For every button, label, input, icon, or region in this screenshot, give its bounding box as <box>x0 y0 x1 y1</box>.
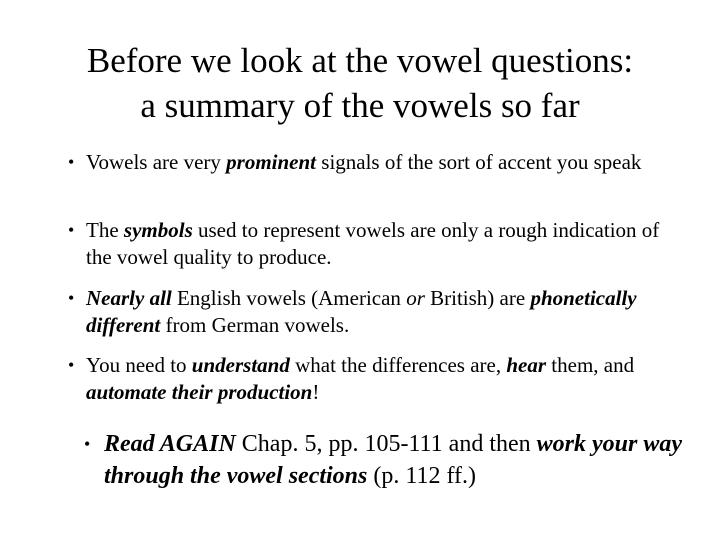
bullet-text <box>86 218 659 269</box>
bullet-item <box>68 149 676 176</box>
bullet-text-segment: used to represent vowels are only a rough indication of the vowel quality to produce. <box>86 218 660 269</box>
bullet-text-segment: signals of the sort of accent you speak <box>316 150 642 174</box>
bullet-text <box>86 150 641 174</box>
bullet-text-segment: understand <box>191 353 290 377</box>
bullet-item <box>68 285 676 339</box>
bullet-dot-icon: • <box>84 434 91 454</box>
bullet-item <box>84 428 684 492</box>
bullet-text-segment: them, and <box>546 353 635 377</box>
bullet-text-segment: or <box>406 286 425 310</box>
bullet-text-segment: British) are <box>424 286 531 310</box>
bullet-text-segment: prominent <box>226 150 317 174</box>
bullet-dot-icon: • <box>68 152 75 172</box>
bullet-text <box>104 431 682 489</box>
bullet-text-segment: automate their production <box>86 380 313 404</box>
bullet-item <box>68 352 676 406</box>
bullet-dot-icon: • <box>68 355 75 375</box>
bullet-text-segment: Chap. 5, pp. 105-111 and then <box>235 431 537 457</box>
bullet-text-segment: You need to <box>86 353 192 377</box>
bullet-dot-icon: • <box>68 288 75 308</box>
bullet-text-segment: Read AGAIN <box>104 431 236 457</box>
bullet-text-segment: phonetically different <box>86 286 637 337</box>
bullet-text-segment: Nearly all <box>86 286 172 310</box>
bullet-dot-icon: • <box>68 220 75 240</box>
bullet-text-segment: hear <box>506 353 547 377</box>
slide-title-line-2: a summary of the vowels so far <box>140 86 580 125</box>
bullet-text-segment: what the differences are, <box>289 353 507 377</box>
bullet-text <box>86 286 637 337</box>
bullet-text-segment: Vowels are very <box>86 150 227 174</box>
bullet-text <box>86 353 634 404</box>
bullet-text-segment: The <box>86 218 124 242</box>
slide-title-line-1: Before we look at the vowel questions: <box>86 41 634 80</box>
bullet-text-segment: symbols <box>123 218 193 242</box>
bullet-text-segment: (p. 112 ff.) <box>367 463 477 489</box>
bullet-item <box>68 217 676 271</box>
bullet-text-segment: from German vowels. <box>160 313 350 337</box>
bullet-text-segment: ! <box>312 380 320 404</box>
bullet-text-segment: work your way through the vowel sections <box>104 431 682 489</box>
bullet-text-segment: English vowels (American <box>171 286 407 310</box>
